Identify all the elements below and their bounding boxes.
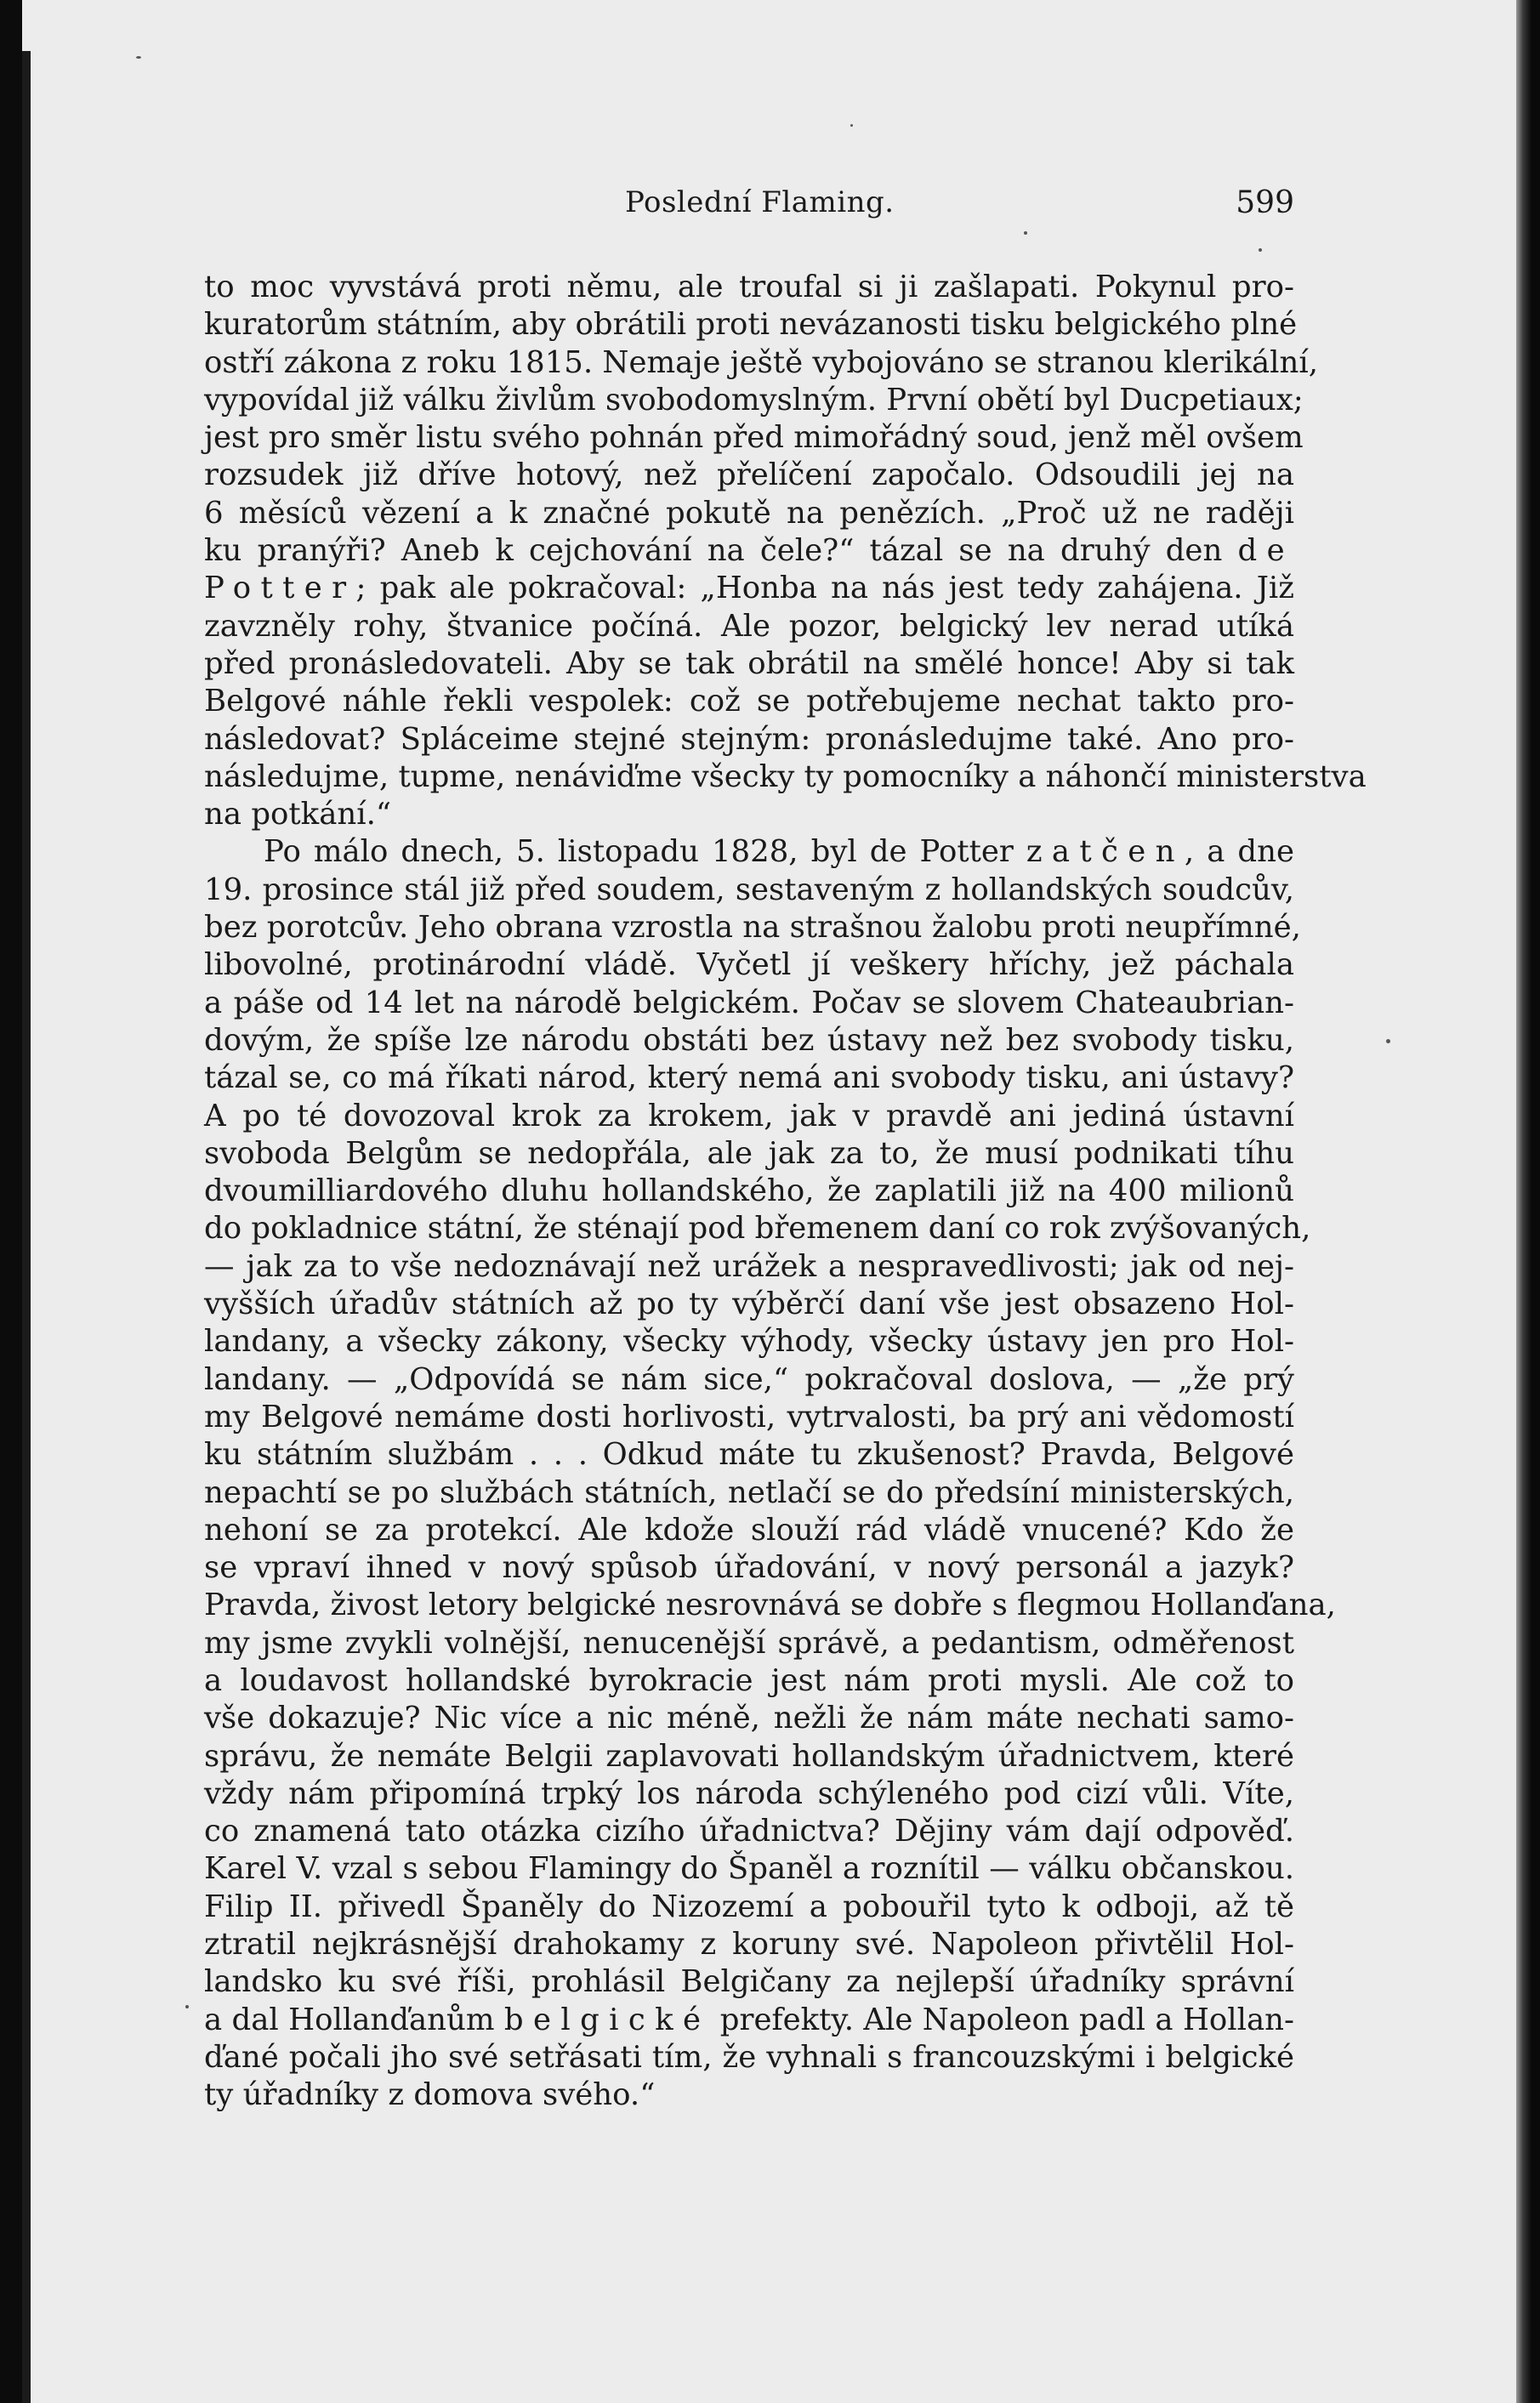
text-line: a páše od 14 let na národě belgickém. Počav se slovem Chateaubrian- bbox=[204, 985, 1294, 1020]
scan-right-border bbox=[1516, 0, 1540, 2403]
spaced-word-de: de bbox=[1237, 533, 1294, 569]
text-line: dvoumilliardového dluhu hollandského, že zaplatili již na 400 milionů bbox=[204, 1173, 1294, 1209]
text-line: ku státním službám . . . Odkud máte tu zkušenost? Pravda, Belgové bbox=[204, 1437, 1294, 1473]
text-line: Filip II. přivedl Španěly do Nizozemí a pobouřil tyto k odboji, až tě bbox=[204, 1889, 1294, 1924]
text-line: to moc vyvstává proti němu, ale troufal si ji zašlapati. Pokynul pro- bbox=[204, 270, 1294, 304]
scan-speck bbox=[850, 124, 853, 127]
text-line: vše dokazuje? Nic více a nic méně, nežli že nám máte nechati samo- bbox=[204, 1701, 1294, 1736]
text-line: Pravda, živost letory belgické nesrovnává se dobře s flegmou Hollanďana, bbox=[204, 1588, 1336, 1623]
text-fragment: Po málo dnech, 5. listopadu 1828, byl de Potter bbox=[264, 834, 1014, 870]
text-line: na potkání.“ bbox=[204, 797, 392, 832]
text-line: vyšších úřadův státních až po ty výběrčí daní vše jest obsazeno Hol- bbox=[204, 1287, 1294, 1322]
text-line: — jak za to vše nedoznávají než urážek a nespravedlivosti; jak od nej- bbox=[204, 1248, 1294, 1284]
body-text bbox=[204, 269, 1367, 2115]
scan-speck bbox=[1259, 248, 1262, 252]
text-line: ďané počali jho své setřásati tím, že vyhnali s francouzskými i belgické bbox=[204, 2039, 1294, 2075]
text-line: následovat? Spláceime stejné stejným: pronásledujme také. Ano pro- bbox=[204, 721, 1294, 757]
scan-speck bbox=[185, 2005, 189, 2008]
text-line: do pokladnice státní, že sténají pod břemenem daní co rok zvýšovaných, bbox=[204, 1211, 1311, 1247]
spaced-word-zatcen: zatčen bbox=[1026, 834, 1185, 870]
text-line: se vpraví ihned v nový spůsob úřadování, v nový personál a jazyk? bbox=[204, 1550, 1294, 1586]
text-fragment: ku pranýři? Aneb k cejchování na čele?“ tázal se na druhý den bbox=[204, 533, 1223, 569]
page-header bbox=[204, 185, 1294, 233]
text-line: 19. prosince stál již před soudem, sestaveným z hollandských soudcův, bbox=[204, 872, 1294, 907]
text-line: jest pro směr listu svého pohnán před mimořádný soud, jenž měl ovšem bbox=[204, 420, 1304, 456]
text-line bbox=[204, 532, 1294, 570]
text-line: Belgové náhle řekli vespolek: což se potřebujeme nechat takto pro- bbox=[204, 684, 1294, 719]
text-line: landany, a všecky zákony, všecky výhody, všecky ústavy jen pro Hol- bbox=[204, 1324, 1294, 1360]
text-line: vždy nám připomíná trpký los národa schýleného pod cizí vůli. Víte, bbox=[204, 1775, 1294, 1811]
text-line: my Belgové nemáme dosti horlivosti, vytrvalosti, ba prý ani vědomostí bbox=[204, 1399, 1294, 1434]
scan-speck bbox=[1386, 1039, 1390, 1043]
text-line: A po té dovozoval krok za krokem, jak v pravdě ani jediná ústavní bbox=[204, 1098, 1294, 1133]
text-line: co znamená tato otázka cizího úřadnictva? Dějiny vám dají odpověď. bbox=[204, 1814, 1294, 1849]
text-line: kuratorům státním, aby obrátili proti nevázanosti tisku belgického plné bbox=[204, 307, 1298, 343]
text-line: ostří zákona z roku 1815. Nemaje ještě vybojováno se stranou klerikální, bbox=[204, 344, 1318, 380]
text-line: nepachtí se po službách státních, netlačí se do předsíní ministerských, bbox=[204, 1474, 1294, 1510]
scan-left-shadow bbox=[22, 51, 31, 2403]
text-line: následujme, tupme, nenáviďme všecky ty pomocníky a náhončí ministerstva bbox=[204, 758, 1367, 794]
text-line: landsko ku své říši, prohlásil Belgičany za nejlepší úřadníky správní bbox=[204, 1964, 1294, 2000]
text-line: a loudavost hollandské byrokracie jest nám proti mysli. Ale což to bbox=[204, 1662, 1294, 1698]
scan-left-border bbox=[0, 0, 22, 2403]
text-line bbox=[204, 833, 1294, 871]
text-line: rozsudek již dříve hotový, než přelíčení započalo. Odsoudili jej na bbox=[204, 457, 1294, 493]
text-line: dovým, že spíše lze národu obstáti bez ústavy než bez svobody tisku, bbox=[204, 1022, 1294, 1058]
text-line: bez porotcův. Jeho obrana vzrostla na strašnou žalobu proti neupřímné, bbox=[204, 910, 1301, 946]
text-line: nehoní se za protekcí. Ale kdože slouží rád vládě vnucené? Kdo že bbox=[204, 1512, 1294, 1548]
text-line: 6 měsíců vězení a k značné pokutě na penězích. „Proč už ne raději bbox=[204, 495, 1294, 531]
spaced-word-potter: Potter bbox=[204, 571, 356, 606]
running-title: Poslední Flaming. bbox=[625, 185, 895, 219]
text-line bbox=[204, 570, 1294, 607]
text-line: před pronásledovateli. Aby se tak obrátil na smělé honce! Aby si tak bbox=[204, 645, 1294, 681]
text-line: ztratil nejkrásnější drahokamy z koruny své. Napoleon přivtělil Hol- bbox=[204, 1927, 1294, 1963]
text-fragment: a dal Hollanďanům bbox=[204, 2002, 495, 2037]
text-line: správu, že nemáte Belgii zaplavovati hollandským úřadnictvem, které bbox=[204, 1738, 1294, 1774]
text-line bbox=[204, 2002, 1294, 2039]
text-fragment: , a dne bbox=[1184, 834, 1294, 870]
text-line: zavzněly rohy, štvanice počíná. Ale pozor, belgický lev nerad utíká bbox=[204, 608, 1294, 644]
text-fragment: ; pak ale pokračoval: „Honba na nás jest tedy zahájena. Již bbox=[355, 571, 1294, 606]
text-line: Karel V. vzal s sebou Flamingy do Španěl a roznítil — válku občanskou. bbox=[204, 1851, 1294, 1887]
text-line: tázal se, co má říkati národ, který nemá ani svobody tisku, ani ústavy? bbox=[204, 1060, 1294, 1096]
text-line: vypovídal již válku živlům svobodomyslným. První obětí byl Ducpetiaux; bbox=[204, 382, 1304, 418]
text-line: ty úřadníky z domova svého.“ bbox=[204, 2077, 656, 2113]
text-line: my jsme zvykli volnější, nenucenější správě, a pedantism, odměřenost bbox=[204, 1625, 1294, 1661]
page-number: 599 bbox=[1236, 185, 1294, 220]
scan-speck bbox=[136, 56, 141, 59]
text-fragment: prefekty. Ale Napoleon padl a Hollan- bbox=[719, 2002, 1295, 2037]
text-line: landany. — „Odpovídá se nám sice,“ pokračoval doslova, — „že prý bbox=[204, 1361, 1294, 1397]
text-line: libovolné, protinárodní vládě. Vyčetl jí veškery hříchy, jež páchala bbox=[204, 947, 1294, 983]
spaced-word-belgicke: belgické bbox=[503, 2002, 711, 2037]
text-line: svoboda Belgům se nedopřála, ale jak za to, že musí podnikati tíhu bbox=[204, 1135, 1294, 1171]
